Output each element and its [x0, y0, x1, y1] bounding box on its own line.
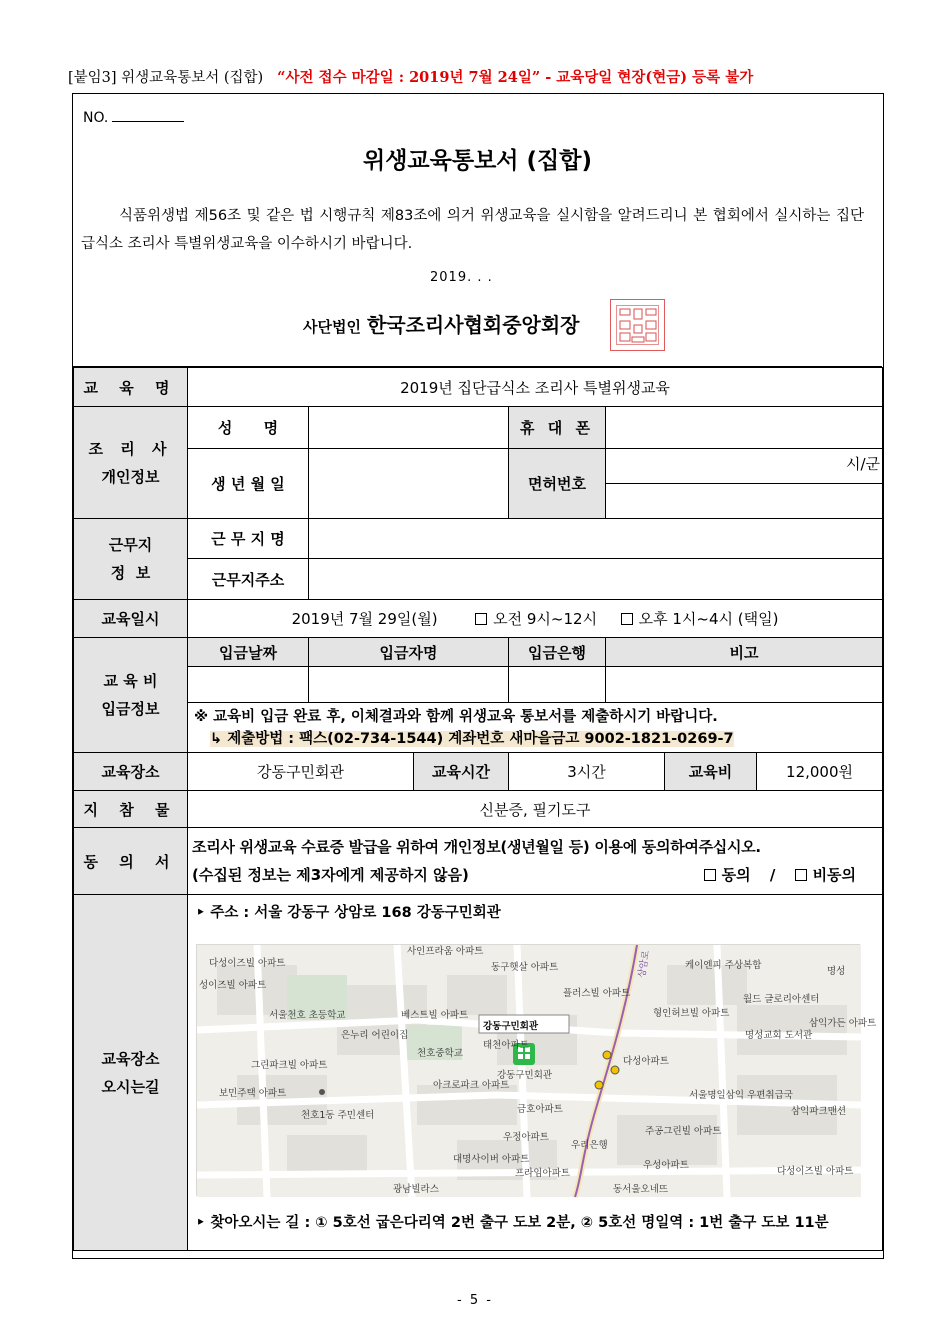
- map-label: 성이즈빌 아파트: [199, 980, 267, 991]
- license-number[interactable]: [606, 484, 882, 518]
- map-label: 형인허브빌 아파트: [653, 1008, 730, 1019]
- map-label: 다성이즈빌 아파트: [777, 1166, 854, 1177]
- cook-label-line1: 조 리 사: [88, 439, 173, 458]
- consent-line2: (수집된 정보는 제3자에게 제공하지 않음): [192, 866, 469, 884]
- consent-no: 비동의: [812, 866, 857, 884]
- consent-yes-checkbox[interactable]: [704, 869, 716, 881]
- signer: [303, 309, 580, 338]
- map-label: 삼익가든 아파트: [809, 1018, 877, 1029]
- payer-field[interactable]: [309, 667, 509, 703]
- map-label: 다성아파트: [623, 1056, 669, 1067]
- name-field[interactable]: [309, 407, 509, 449]
- map-label: 우리은행: [571, 1140, 608, 1151]
- map-label-line1: 교육장소: [101, 1049, 160, 1068]
- pay-col-bank: 입금은행: [509, 638, 606, 667]
- time-value: 3시간: [509, 753, 665, 791]
- form-table: [73, 367, 883, 1251]
- map-label: 베스트빌 아파트: [401, 1010, 469, 1021]
- map-label: 서울명일삼익 우편취급국: [689, 1090, 793, 1101]
- map-label: 은누리 어린이집: [341, 1030, 409, 1041]
- notice-form: [72, 93, 884, 1259]
- option-am-checkbox[interactable]: [475, 613, 487, 625]
- map-label: 명성교회 도서관: [745, 1030, 813, 1041]
- birth-label: 생 년 월 일: [188, 449, 309, 519]
- work-addr-label: 근무지주소: [188, 559, 309, 600]
- consent-line1: 조리사 위생교육 수료증 발급을 위하여 개인정보(생년월일 등) 이용에 동의하여주십시오.: [192, 838, 761, 856]
- map-label: 아크로파크 아파트: [433, 1080, 510, 1091]
- map-label: 동서울오네뜨: [613, 1184, 669, 1195]
- address-text: ‣ 주소 : 서울 강동구 상암로 168 강동구민회관: [196, 905, 501, 921]
- consent-body: [188, 828, 883, 895]
- map-label: 강동구민회관: [483, 1021, 539, 1032]
- course-value: 2019년 집단급식소 조리사 특별위생교육: [188, 368, 883, 407]
- work-label-line2: 정 보: [110, 564, 151, 582]
- map-label: 다성이즈빌 아파트: [209, 958, 286, 969]
- map-label: 사인프라움 아파트: [407, 946, 484, 957]
- cook-label-line2: 개인정보: [101, 467, 160, 486]
- phone-field[interactable]: [606, 407, 883, 449]
- map-label: 태천아파트: [483, 1040, 529, 1051]
- name-label: 성 명: [188, 407, 309, 449]
- phone-label: 휴 대 폰: [509, 407, 606, 449]
- map-label: 서울천호 초등학교: [269, 1010, 346, 1021]
- map-label: 우정아파트: [503, 1132, 549, 1143]
- attachment-header: [68, 66, 888, 87]
- work-addr-field[interactable]: [309, 559, 883, 600]
- consent-label: 동 의 서: [74, 828, 188, 895]
- work-info-label: [74, 519, 188, 600]
- notice-line2: ↳ 제출방법 : 팩스(02-734-1544) 계좌번호 새마을금고 9002-1821-0269-7: [210, 730, 734, 747]
- map-label: 천호중학교: [417, 1048, 463, 1059]
- map-label: 대명사이버 아파트: [453, 1154, 530, 1165]
- signer-corp: 사단법인: [303, 318, 361, 336]
- bank-field[interactable]: [509, 667, 606, 703]
- map-label: 동구햇살 아파트: [491, 962, 559, 973]
- license-region: [606, 449, 882, 484]
- place-label: 교육장소: [74, 753, 188, 791]
- consent-no-checkbox[interactable]: [795, 869, 807, 881]
- fee-label-line2: 입금정보: [101, 700, 160, 718]
- official-seal: [610, 299, 665, 351]
- directions-text: ‣ 찾아오시는 길 : ① 5호선 굽은다리역 2번 출구 도보 2분, ② 5호선 명일역 : 1번 출구 도보 11분: [196, 1215, 829, 1231]
- map-label: 플러스빌 아파트: [563, 988, 631, 999]
- directions-label: [74, 895, 188, 1251]
- form-header: [73, 94, 882, 367]
- map-label: 그린파크빌 아파트: [251, 1060, 328, 1071]
- license-label: 면허번호: [509, 449, 606, 519]
- map-label: 주공그린빌 아파트: [645, 1126, 722, 1137]
- work-name-field[interactable]: [309, 519, 883, 559]
- map-road-label: 상암로: [636, 949, 653, 979]
- pay-date-field[interactable]: [188, 667, 309, 703]
- map-label: 프라임아파트: [515, 1168, 571, 1179]
- pay-note-field[interactable]: [606, 667, 883, 703]
- work-label-line1: 근무지: [108, 536, 153, 554]
- birth-field[interactable]: [309, 449, 509, 519]
- issue-date: 2019. . .: [430, 270, 493, 285]
- place-value: 강동구민회관: [188, 753, 414, 791]
- fee-label: 교육비: [665, 753, 757, 791]
- map-label: 광남빌라스: [393, 1184, 439, 1195]
- option-pm-checkbox[interactable]: [621, 613, 633, 625]
- attachment-label: [붙임3] 위생교육통보서 (집합): [68, 70, 264, 86]
- consent-separator: /: [769, 866, 776, 884]
- items-value: 신분증, 필기도구: [188, 791, 883, 828]
- course-label: 교 육 명: [74, 368, 188, 407]
- map-label: 보민주택 아파트: [219, 1088, 287, 1099]
- date-value: 2019년 7월 29일(월): [291, 610, 438, 628]
- page-number: - 5 -: [457, 1293, 493, 1308]
- notice-line1: ※ 교육비 입금 완료 후, 이체결과와 함께 위생교육 통보서를 제출하시기 바랍니다.: [194, 708, 718, 725]
- document-number: [83, 110, 184, 126]
- directions-cell: [188, 895, 883, 1251]
- location-map[interactable]: [196, 944, 877, 1196]
- consent-yes: 동의: [721, 866, 751, 884]
- time-label: 교육시간: [414, 753, 509, 791]
- intro-text: 식품위생법 제56조 및 같은 법 시행규칙 제83조에 의거 위생교육을 실시함을 알려드리니 본 협회에서 실시하는 집단급식소 조리사 특별위생교육을 이수하시기 바랍니다.: [81, 208, 864, 252]
- no-blank[interactable]: [112, 121, 184, 122]
- items-label: 지 참 물: [74, 791, 188, 828]
- map-label: 우성아파트: [643, 1160, 689, 1171]
- map-label: 명성: [827, 966, 846, 977]
- date-label: 교육일시: [74, 600, 188, 638]
- map-label: 강동구민회관: [497, 1070, 553, 1081]
- option-pm: 오후 1시~4시 (택일): [638, 610, 779, 628]
- no-label: NO.: [83, 110, 109, 126]
- deadline-notice: “사전 접수 마감일 : 2019년 7월 24일” - 교육당일 현장(현금) 등록 불가: [277, 69, 754, 86]
- pay-col-date: 입금날짜: [188, 638, 309, 667]
- fee-label-line1: 교 육 비: [103, 672, 158, 690]
- license-field[interactable]: [606, 449, 883, 519]
- pay-col-payer: 입금자명: [309, 638, 509, 667]
- date-row: [188, 600, 883, 638]
- signer-name: 한국조리사협회중앙회장: [366, 313, 580, 337]
- license-suffix: 시/군: [846, 455, 881, 473]
- pay-col-note: 비고: [606, 638, 883, 667]
- fee-value: 12,000원: [757, 753, 883, 791]
- cook-info-label: [74, 407, 188, 519]
- map-label: 삼익파크맨션: [791, 1106, 847, 1117]
- map-label-line2: 오시는길: [101, 1077, 160, 1096]
- option-am: 오전 9시~12시: [493, 610, 598, 628]
- map-label: 금호아파트: [517, 1104, 563, 1115]
- map-label: 월드 글로리아센터: [743, 994, 820, 1005]
- payment-notice: [188, 703, 883, 753]
- fee-info-label: [74, 638, 188, 753]
- work-name-label: 근 무 지 명: [188, 519, 309, 559]
- map-label: 케이엔피 주상복합: [685, 960, 762, 971]
- map-label: 천호1동 주민센터: [301, 1110, 375, 1121]
- page-title: 위생교육통보서 (집합): [363, 148, 592, 174]
